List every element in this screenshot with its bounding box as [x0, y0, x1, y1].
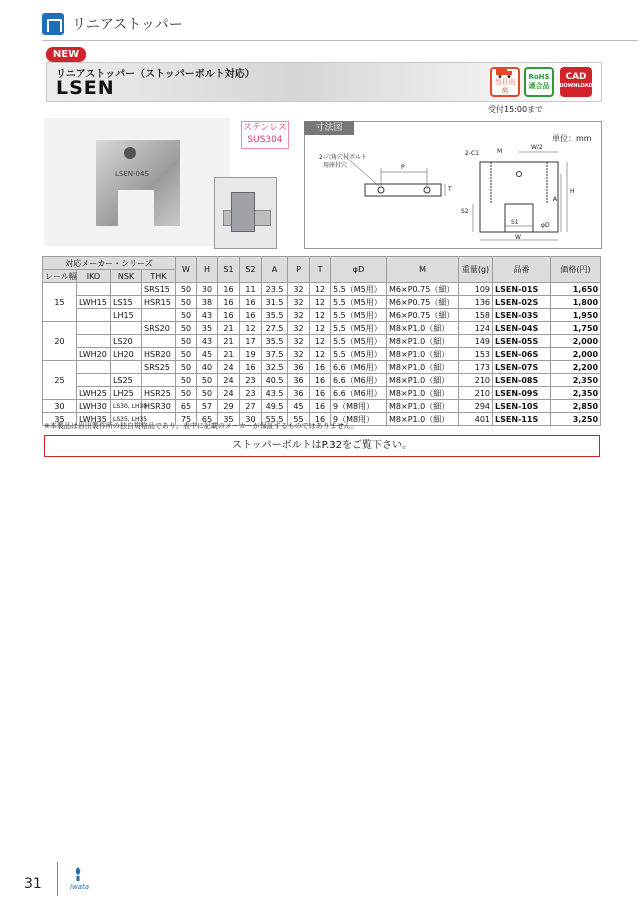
cell-iko: LWH25 — [77, 387, 111, 400]
cell-d: 5.5（M5用） — [331, 322, 387, 335]
bolt-note-2: 用座付穴 — [323, 162, 348, 169]
cell-weight: 173 — [459, 361, 493, 374]
cell-t: 16 — [310, 413, 331, 426]
section-title: リニアストッパー — [72, 17, 183, 33]
cell-h: 38 — [197, 296, 218, 309]
cell-a: 31.5 — [262, 296, 288, 309]
order-cutoff-note: 受付15:00まで — [488, 105, 544, 114]
dim-c1-label: 2-C1 — [465, 150, 479, 157]
cell-m: M6×P0.75（細） — [387, 296, 459, 309]
product-photo-slot — [118, 190, 154, 226]
cell-t: 16 — [310, 400, 331, 413]
cell-w: 50 — [176, 374, 197, 387]
cell-m: M8×P1.0（細） — [387, 400, 459, 413]
rohs-icon — [524, 67, 554, 97]
company-logo-text: iwata — [70, 883, 89, 891]
cell-nsk: LS35, LH35 — [111, 413, 142, 426]
cell-w: 50 — [176, 283, 197, 296]
table-row — [43, 361, 601, 374]
rail-width-cell: 20 — [43, 322, 77, 361]
cell-weight: 109 — [459, 283, 493, 296]
cell-h: 45 — [197, 348, 218, 361]
cell-h: 50 — [197, 374, 218, 387]
cell-price: 2,000 — [551, 335, 601, 348]
cell-thk: HSR25 — [142, 387, 176, 400]
cell-weight: 210 — [459, 387, 493, 400]
table-row — [43, 387, 601, 400]
cell-nsk — [111, 361, 142, 374]
cell-iko: LWH20 — [77, 348, 111, 361]
cell-w: 50 — [176, 387, 197, 400]
cell-p: 32 — [288, 322, 310, 335]
cell-nsk: LH15 — [111, 309, 142, 322]
cell-m: M8×P1.0（細） — [387, 387, 459, 400]
section-icon — [42, 13, 64, 35]
cell-h: 57 — [197, 400, 218, 413]
cell-p: 32 — [288, 296, 310, 309]
cell-w: 50 — [176, 361, 197, 374]
cell-iko — [77, 283, 111, 296]
cell-s2: 17 — [240, 335, 262, 348]
stopper-bolt-notice: ストッパーボルトはP.32をご覧下さい。 — [44, 435, 600, 457]
cell-s2: 11 — [240, 283, 262, 296]
cad-label: CAD — [565, 72, 587, 82]
cell-t: 12 — [310, 309, 331, 322]
dim-m-label: M — [497, 148, 503, 155]
cell-thk: HSR20 — [142, 348, 176, 361]
col-price: 価格(円) — [551, 257, 601, 283]
cell-price: 2,350 — [551, 374, 601, 387]
cell-s1: 21 — [218, 322, 240, 335]
table-row — [43, 335, 601, 348]
dim-s1-label: S1 — [511, 219, 519, 226]
cell-price: 1,750 — [551, 322, 601, 335]
cell-t: 12 — [310, 296, 331, 309]
col-a: A — [262, 257, 288, 283]
dim-h-label: H — [570, 188, 575, 195]
dim-p-label: P — [401, 164, 405, 171]
cell-code: LSEN-08S — [493, 374, 551, 387]
cell-m: M8×P1.0（細） — [387, 374, 459, 387]
rail-width-cell: 35 — [43, 413, 77, 426]
cell-m: M8×P1.0（細） — [387, 348, 459, 361]
cell-code: LSEN-11S — [493, 413, 551, 426]
col-s1: S1 — [218, 257, 240, 283]
cell-thk: SRS20 — [142, 322, 176, 335]
same-day-label: 当日出荷 — [494, 78, 516, 95]
cell-s1: 24 — [218, 361, 240, 374]
cell-d: 5.5（M5用） — [331, 296, 387, 309]
cell-weight: 158 — [459, 309, 493, 322]
cell-iko: LWH35 — [77, 413, 111, 426]
cell-code: LSEN-09S — [493, 387, 551, 400]
cell-t: 16 — [310, 361, 331, 374]
table-row — [43, 348, 601, 361]
cell-iko — [77, 309, 111, 322]
cell-t: 12 — [310, 348, 331, 361]
cell-h: 43 — [197, 309, 218, 322]
cell-w: 50 — [176, 309, 197, 322]
cell-m: M6×P0.75（細） — [387, 283, 459, 296]
cell-d: 5.5（M5用） — [331, 335, 387, 348]
cell-t: 16 — [310, 374, 331, 387]
cell-thk — [142, 374, 176, 387]
cell-code: LSEN-01S — [493, 283, 551, 296]
cell-s1: 16 — [218, 296, 240, 309]
cell-a: 43.5 — [262, 387, 288, 400]
header-divider — [42, 40, 638, 41]
cell-p: 55 — [288, 413, 310, 426]
cell-weight: 401 — [459, 413, 493, 426]
cell-h: 35 — [197, 322, 218, 335]
rohs-sub-label: 適合品 — [528, 82, 550, 90]
table-header-row-1 — [43, 257, 601, 270]
cell-s1: 21 — [218, 335, 240, 348]
cell-iko — [77, 374, 111, 387]
cell-iko — [77, 361, 111, 374]
cell-t: 12 — [310, 322, 331, 335]
spec-table — [42, 256, 601, 426]
assembly-photo — [214, 177, 277, 249]
cell-a: 40.5 — [262, 374, 288, 387]
cell-t: 12 — [310, 283, 331, 296]
cell-d: 5.5（M5用） — [331, 348, 387, 361]
cell-s2: 23 — [240, 387, 262, 400]
table-row — [43, 374, 601, 387]
cell-d: 9（M8用） — [331, 413, 387, 426]
dim-w-label: W — [515, 234, 521, 241]
bolt-note-1: 2-六角穴付ボルト — [319, 154, 367, 161]
same-day-shipping-icon — [490, 67, 520, 97]
cell-iko: LWH30 — [77, 400, 111, 413]
drawing-tab: 寸法図 — [304, 121, 354, 135]
cell-code: LSEN-05S — [493, 335, 551, 348]
cell-m: M8×P1.0（細） — [387, 322, 459, 335]
cell-s1: 21 — [218, 348, 240, 361]
cell-weight: 124 — [459, 322, 493, 335]
cell-thk: HSR15 — [142, 296, 176, 309]
cell-d: 6.6（M6用） — [331, 387, 387, 400]
cell-code: LSEN-10S — [493, 400, 551, 413]
cell-price: 1,650 — [551, 283, 601, 296]
cell-thk: SRS15 — [142, 283, 176, 296]
maker-series-header: 対応メーカー・シリーズ — [43, 257, 176, 270]
drawing-unit: 単位：mm — [552, 134, 592, 143]
cad-sub-label: DOWNLOAD — [559, 83, 593, 89]
cell-a: 55.5 — [262, 413, 288, 426]
cell-thk — [142, 309, 176, 322]
material-line-1: ステンレス — [243, 123, 287, 133]
table-footnote: ※本製品は岩田製作所の独自規格品であり、表中に記載のメーカーが保証するものではありません。 — [44, 422, 359, 430]
cell-nsk: LH20 — [111, 348, 142, 361]
col-iko: IKO — [77, 270, 111, 283]
cell-thk — [142, 335, 176, 348]
col-rail: レール幅 — [43, 270, 77, 283]
dim-a-label: A — [553, 196, 558, 203]
cell-d: 5.5（M5用） — [331, 283, 387, 296]
cell-m: M6×P0.75（細） — [387, 309, 459, 322]
cell-w: 50 — [176, 348, 197, 361]
col-code: 品番 — [493, 257, 551, 283]
cell-code: LSEN-02S — [493, 296, 551, 309]
cell-p: 32 — [288, 283, 310, 296]
cell-weight: 210 — [459, 374, 493, 387]
cell-weight: 294 — [459, 400, 493, 413]
cell-s1: 35 — [218, 413, 240, 426]
cell-m: M8×P1.0（細） — [387, 361, 459, 374]
cell-p: 32 — [288, 335, 310, 348]
cell-p: 45 — [288, 400, 310, 413]
cell-price: 1,950 — [551, 309, 601, 322]
cell-nsk — [111, 283, 142, 296]
cell-s2: 27 — [240, 400, 262, 413]
cell-iko — [77, 335, 111, 348]
cell-d: 9（M8用） — [331, 400, 387, 413]
col-nsk: NSK — [111, 270, 142, 283]
cell-a: 32.5 — [262, 361, 288, 374]
col-d: φD — [331, 257, 387, 283]
cell-a: 35.5 — [262, 309, 288, 322]
cell-weight: 153 — [459, 348, 493, 361]
cell-nsk — [111, 322, 142, 335]
cell-s1: 24 — [218, 374, 240, 387]
col-p: P — [288, 257, 310, 283]
col-weight: 重量(g) — [459, 257, 493, 283]
cell-code: LSEN-04S — [493, 322, 551, 335]
cell-weight: 149 — [459, 335, 493, 348]
cell-p: 36 — [288, 374, 310, 387]
cell-code: LSEN-07S — [493, 361, 551, 374]
cell-nsk: LS25 — [111, 374, 142, 387]
col-h: H — [197, 257, 218, 283]
cell-nsk: LS15 — [111, 296, 142, 309]
cell-thk: HSR30 — [142, 400, 176, 413]
cell-price: 2,000 — [551, 348, 601, 361]
material-label — [241, 121, 289, 149]
cell-w: 50 — [176, 322, 197, 335]
cell-t: 12 — [310, 335, 331, 348]
cell-s1: 29 — [218, 400, 240, 413]
table-row — [43, 400, 601, 413]
cell-h: 50 — [197, 387, 218, 400]
rail-width-cell: 15 — [43, 283, 77, 322]
cell-a: 49.5 — [262, 400, 288, 413]
cell-s2: 16 — [240, 309, 262, 322]
col-w: W — [176, 257, 197, 283]
col-m: M — [387, 257, 459, 283]
cell-iko — [77, 322, 111, 335]
truck-icon — [496, 68, 514, 78]
cell-price: 2,200 — [551, 361, 601, 374]
cell-s2: 23 — [240, 374, 262, 387]
cell-p: 36 — [288, 361, 310, 374]
cell-s1: 24 — [218, 387, 240, 400]
cell-s2: 30 — [240, 413, 262, 426]
cell-nsk: LH25 — [111, 387, 142, 400]
cell-code: LSEN-03S — [493, 309, 551, 322]
material-line-2: SUS304 — [247, 135, 283, 145]
product-photo-hole — [124, 147, 136, 159]
rail-width-cell: 30 — [43, 400, 77, 413]
cell-a: 37.5 — [262, 348, 288, 361]
cell-price: 2,350 — [551, 387, 601, 400]
cell-p: 32 — [288, 309, 310, 322]
cell-w: 75 — [176, 413, 197, 426]
cell-nsk: LS30, LH30 — [111, 400, 142, 413]
table-row — [43, 322, 601, 335]
dim-w2-label: W/2 — [531, 144, 543, 151]
col-thk: THK — [142, 270, 176, 283]
cell-p: 36 — [288, 387, 310, 400]
cell-d: 6.6（M6用） — [331, 374, 387, 387]
cell-p: 32 — [288, 348, 310, 361]
cell-iko: LWH15 — [77, 296, 111, 309]
product-subtitle: リニアストッパー（ストッパーボルト対応） — [56, 69, 255, 80]
company-logo-icon — [73, 867, 83, 881]
new-badge: NEW — [46, 47, 86, 62]
cad-download-icon — [560, 67, 592, 97]
cell-w: 65 — [176, 400, 197, 413]
col-t: T — [310, 257, 331, 283]
cell-t: 16 — [310, 387, 331, 400]
dim-t-label: T — [448, 186, 452, 193]
col-s2: S2 — [240, 257, 262, 283]
cell-w: 50 — [176, 335, 197, 348]
cell-a: 23.5 — [262, 283, 288, 296]
cell-h: 43 — [197, 335, 218, 348]
cell-s2: 16 — [240, 361, 262, 374]
cell-weight: 136 — [459, 296, 493, 309]
cell-price: 3,250 — [551, 413, 601, 426]
cell-s2: 16 — [240, 296, 262, 309]
table-row — [43, 309, 601, 322]
cell-s1: 16 — [218, 283, 240, 296]
cell-h: 40 — [197, 361, 218, 374]
cell-d: 6.6（M6用） — [331, 361, 387, 374]
rail-width-cell: 25 — [43, 361, 77, 400]
cell-s2: 19 — [240, 348, 262, 361]
cell-m: M8×P1.0（細） — [387, 413, 459, 426]
product-engraving: LSEN-04S — [115, 170, 149, 178]
cell-d: 5.5（M5用） — [331, 309, 387, 322]
table-row — [43, 283, 601, 296]
footer-divider — [57, 862, 58, 896]
cell-price: 2,850 — [551, 400, 601, 413]
product-model: LSEN — [56, 77, 115, 99]
cell-a: 27.5 — [262, 322, 288, 335]
cell-w: 50 — [176, 296, 197, 309]
cell-h: 65 — [197, 413, 218, 426]
dim-d-label: φD — [541, 222, 550, 229]
cell-s2: 12 — [240, 322, 262, 335]
cell-nsk: LS20 — [111, 335, 142, 348]
cell-code: LSEN-06S — [493, 348, 551, 361]
cell-thk: SRS25 — [142, 361, 176, 374]
cell-price: 1,800 — [551, 296, 601, 309]
dim-s2-label: S2 — [461, 208, 469, 215]
cell-a: 35.5 — [262, 335, 288, 348]
table-row — [43, 296, 601, 309]
cell-m: M8×P1.0（細） — [387, 335, 459, 348]
page-number: 31 — [24, 876, 42, 892]
rohs-label: RoHS — [528, 73, 550, 81]
cell-s1: 16 — [218, 309, 240, 322]
cell-h: 30 — [197, 283, 218, 296]
